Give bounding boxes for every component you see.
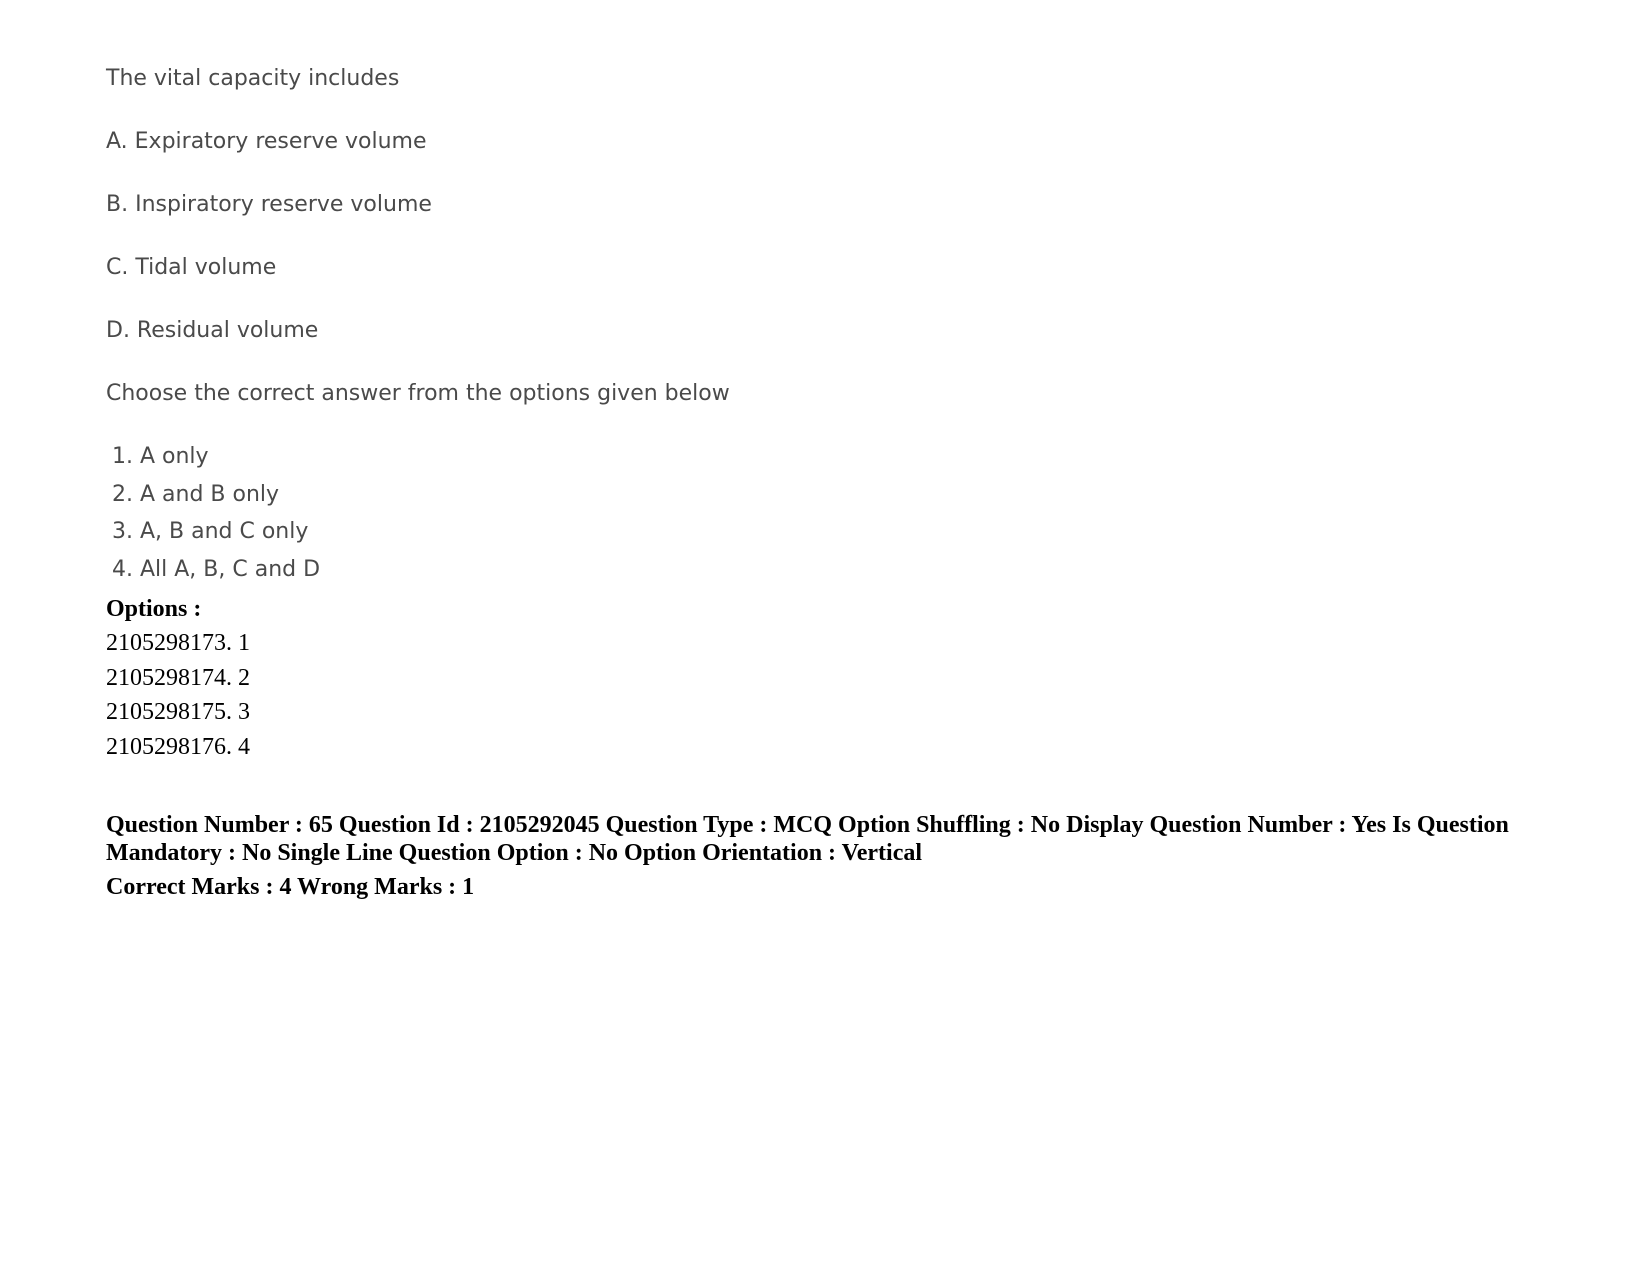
statement-c: C. Tidal volume bbox=[106, 255, 277, 280]
choice-4: 4. All A, B, C and D bbox=[112, 557, 321, 582]
statement-a: A. Expiratory reserve volume bbox=[106, 129, 427, 154]
question-instruction: Choose the correct answer from the options given below bbox=[106, 381, 730, 406]
option-3: 2105298175. 3 bbox=[106, 699, 250, 725]
options-heading: Options : bbox=[106, 596, 202, 622]
option-4: 2105298176. 4 bbox=[106, 734, 250, 760]
question-marks: Correct Marks : 4 Wrong Marks : 1 bbox=[106, 874, 475, 900]
question-stem: The vital capacity includes bbox=[106, 66, 400, 91]
statement-b: B. Inspiratory reserve volume bbox=[106, 192, 432, 217]
statement-d: D. Residual volume bbox=[106, 318, 319, 343]
choice-2: 2. A and B only bbox=[112, 482, 280, 507]
option-2: 2105298174. 2 bbox=[106, 665, 250, 691]
option-1: 2105298173. 1 bbox=[106, 630, 250, 656]
question-metadata: Question Number : 65 Question Id : 2105292045 Question Type : MCQ Option Shuffling : No Display Question Number : Yes Is Question Mandatory : No Single Line Question Option : No Option Orientation : Vertical bbox=[106, 812, 1509, 866]
choice-1: 1. A only bbox=[112, 444, 209, 469]
choice-3: 3. A, B and C only bbox=[112, 519, 309, 544]
